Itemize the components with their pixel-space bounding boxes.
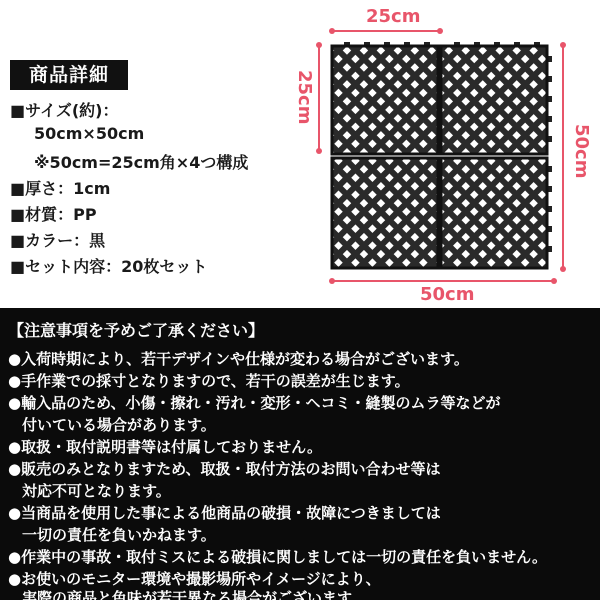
dim-top-label: 25cm xyxy=(366,6,421,27)
notice-item-cont: 一切の責任を負いかねます。 xyxy=(22,526,216,544)
joint-mat-illustration xyxy=(330,42,552,270)
spec-material: ■材質：PP xyxy=(10,205,97,224)
dim-right-label: 50cm xyxy=(571,124,592,179)
notice-item: ●輸入品のため、小傷・擦れ・汚れ・変形・ヘコミ・縫製のムラ等などが xyxy=(8,394,501,412)
notice-title: 【注意事項を予めご了承ください】 xyxy=(8,321,265,340)
spec-color: ■カラー：黒 xyxy=(10,231,106,250)
notice-item: ●お使いのモニター環境や撮影場所やイメージにより、 xyxy=(8,570,381,588)
notice-section xyxy=(0,308,600,607)
notice-item-cont: 付いている場合があります。 xyxy=(22,416,216,434)
dim-top-tick-left xyxy=(329,28,335,34)
dim-left-tick-top xyxy=(316,42,322,48)
dim-bottom-tick-left xyxy=(329,278,335,284)
dim-top-line xyxy=(332,30,440,32)
notice-item: ●入荷時期により、若干デザインや仕様が変わる場合がございます。 xyxy=(8,350,469,368)
notice-item: ●販売のみとなりますため、取扱・取付方法のお問い合わせ等は xyxy=(8,460,441,478)
spec-size-label: ■サイズ(約)： xyxy=(10,101,119,120)
dim-right-tick-bottom xyxy=(560,266,566,272)
notice-item: ●当商品を使用した事による他商品の破損・故障につきましては xyxy=(8,504,441,522)
dim-bottom-label: 50cm xyxy=(420,284,475,305)
dim-left-tick-bottom xyxy=(316,148,322,154)
dim-right-tick-top xyxy=(560,42,566,48)
notice-item-cont: 対応不可となります。 xyxy=(22,482,171,500)
dim-bottom-line xyxy=(332,280,554,282)
spec-set: ■セット内容：20枚セット xyxy=(10,257,208,276)
spec-size-value: 50cm×50cm xyxy=(34,124,145,143)
notice-item: ●取扱・取付説明書等は付属しておりません。 xyxy=(8,438,322,456)
dim-left-label: 25cm xyxy=(294,70,315,125)
notice-item: ●手作業での採寸となりますので、若干の誤差が生じます。 xyxy=(8,372,410,390)
mat-grid-image xyxy=(330,42,552,270)
notice-item-cont: 実際の商品と色味が若干異なる場合がございます。 xyxy=(22,589,366,607)
dim-bottom-tick-right xyxy=(551,278,557,284)
dim-right-line xyxy=(562,44,564,270)
product-details-title: 商品詳細 xyxy=(10,60,128,90)
notice-item: ●作業中の事故・取付ミスによる破損に関しましては一切の責任を負いません。 xyxy=(8,548,547,566)
dim-top-tick-right xyxy=(437,28,443,34)
spec-thickness: ■厚さ：1cm xyxy=(10,179,111,198)
spec-size-note: ※50cm=25cm角×4つ構成 xyxy=(34,153,249,172)
dim-left-line xyxy=(318,44,320,152)
